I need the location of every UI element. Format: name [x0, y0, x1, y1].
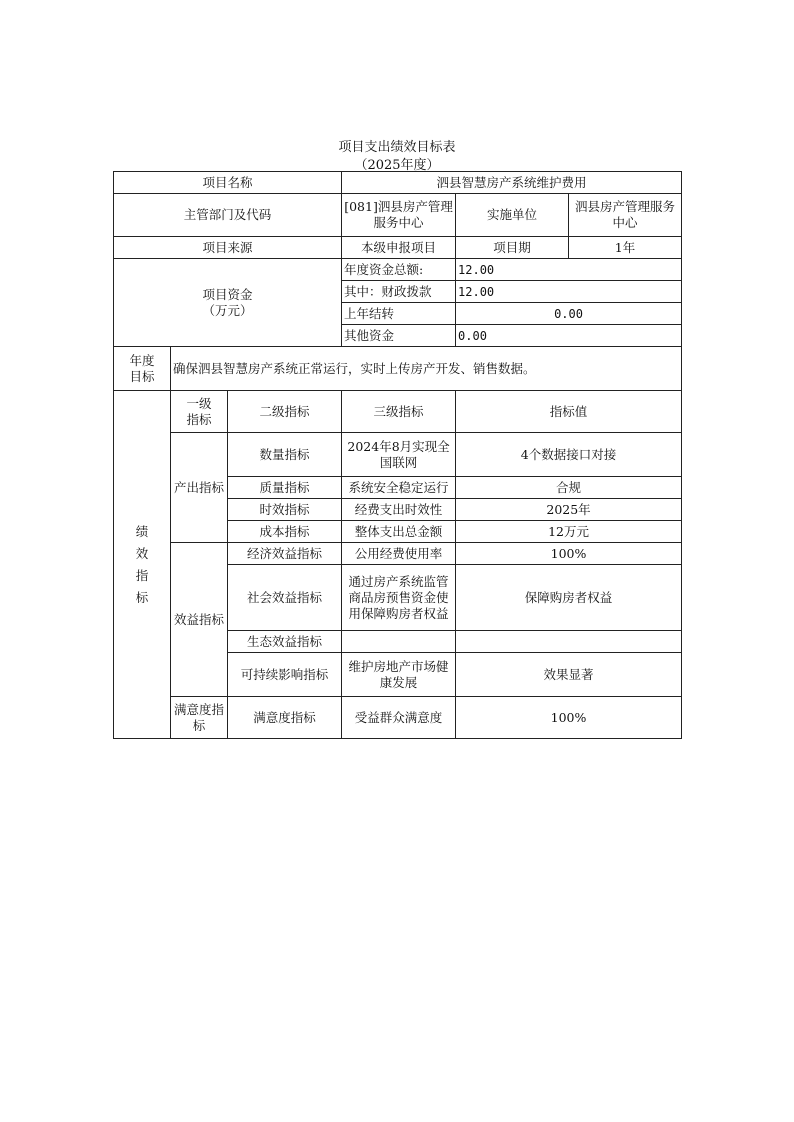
goal-text: 确保泗县智慧房产系统正常运行，实时上传房产开发、销售数据。: [171, 347, 682, 391]
level3-line: 2024年8月实现全: [347, 438, 450, 454]
level2-cell: 经济效益指标: [228, 543, 342, 565]
table-row: [114, 172, 682, 194]
level2-cell: 成本指标: [228, 521, 342, 543]
level3-line: 康发展: [379, 674, 418, 690]
header-level2: 二级指标: [228, 391, 342, 433]
funds-label-line2: （万元）: [202, 302, 253, 318]
level3-line: 用保障购房者权益: [348, 605, 449, 621]
funds-fiscal-value: 12.00: [456, 281, 682, 303]
side-char: 指: [135, 567, 149, 583]
header-level1-line1: 一级: [186, 395, 212, 411]
funds-fiscal-label: 其中：财政拨款: [342, 281, 456, 303]
side-char: 效: [135, 545, 149, 561]
level3-cell: [342, 433, 456, 477]
funds-label-line1: 项目资金: [202, 286, 253, 302]
level3-cell: 系统安全稳定运行: [342, 477, 456, 499]
table-row: [114, 347, 682, 391]
level3-cell: 经费支出时效性: [342, 499, 456, 521]
goal-label-line1: 年度: [129, 352, 155, 368]
level2-cell: 社会效益指标: [228, 565, 342, 631]
table-row: [114, 433, 682, 477]
satisfaction-label-line1: 满意度指: [173, 701, 224, 717]
value-cell: 100%: [456, 697, 682, 739]
dept-value: [081]泗县房产管理服务中心: [342, 194, 456, 237]
level2-cell: 生态效益指标: [228, 631, 342, 653]
funds-other-value: 0.00: [456, 325, 682, 347]
value-cell: 2025年: [456, 499, 682, 521]
level3-cell: [342, 653, 456, 697]
header-value: 指标值: [456, 391, 682, 433]
funds-total-value: 12.00: [456, 259, 682, 281]
period-label: 项目期: [456, 237, 569, 259]
side-char: 标: [135, 589, 149, 605]
satisfaction-label-line2: 标: [192, 717, 206, 733]
level3-cell: [342, 565, 456, 631]
level3-cell: 公用经费使用率: [342, 543, 456, 565]
value-cell: [456, 631, 682, 653]
impl-unit-label: 实施单位: [456, 194, 569, 237]
project-name-value: 泗县智慧房产系统维护费用: [342, 172, 682, 194]
header-level1: [171, 391, 228, 433]
value-cell: 12万元: [456, 521, 682, 543]
table-row: [114, 194, 682, 237]
table-row: [114, 237, 682, 259]
level2-cell: 时效指标: [228, 499, 342, 521]
level3-cell: [342, 631, 456, 653]
level2-cell: 可持续影响指标: [228, 653, 342, 697]
page-title: 项目支出绩效目标表: [338, 140, 456, 155]
value-cell: 保障购房者权益: [456, 565, 682, 631]
level2-cell: 满意度指标: [228, 697, 342, 739]
goal-label: [114, 347, 171, 391]
table-row: [114, 391, 682, 433]
value-cell: 100%: [456, 543, 682, 565]
impl-unit-value: 泗县房产管理服务中心: [569, 194, 682, 237]
header-level1-line2: 指标: [186, 411, 212, 427]
level2-cell: 质量指标: [228, 477, 342, 499]
table-row: [114, 259, 682, 281]
funds-carryover-value: 0.00: [456, 303, 682, 325]
value-cell: 效果显著: [456, 653, 682, 697]
funds-total-label: 年度资金总额:: [342, 259, 456, 281]
level2-cell: 数量指标: [228, 433, 342, 477]
benefit-indicator-label: 效益指标: [171, 543, 228, 697]
table-row: [114, 697, 682, 739]
side-char: 绩: [135, 523, 149, 539]
performance-target-table: [113, 171, 682, 739]
source-value: 本级申报项目: [342, 237, 456, 259]
goal-label-line2: 目标: [129, 368, 155, 384]
source-label: 项目来源: [114, 237, 342, 259]
project-name-label: 项目名称: [114, 172, 342, 194]
level3-cell: 整体支出总金额: [342, 521, 456, 543]
funds-carryover-label: 上年结转: [342, 303, 456, 325]
funds-label: [114, 259, 342, 347]
performance-side-label: [114, 391, 171, 739]
output-indicator-label: 产出指标: [171, 433, 228, 543]
level3-line: 通过房产系统监管: [348, 573, 449, 589]
dept-label: 主管部门及代码: [114, 194, 342, 237]
level3-line: 维护房地产市场健: [348, 658, 449, 674]
table-row: [114, 543, 682, 565]
level3-cell: 受益群众满意度: [342, 697, 456, 739]
value-cell: 4个数据接口对接: [456, 433, 682, 477]
header-level3: 三级指标: [342, 391, 456, 433]
level3-line: 商品房预售资金使: [348, 589, 449, 605]
period-value: 1年: [569, 237, 682, 259]
funds-other-label: 其他资金: [342, 325, 456, 347]
satisfaction-indicator-label: [171, 697, 228, 739]
value-cell: 合规: [456, 477, 682, 499]
level3-line: 国联网: [379, 454, 418, 470]
page-subtitle: （2025年度）: [354, 158, 440, 173]
